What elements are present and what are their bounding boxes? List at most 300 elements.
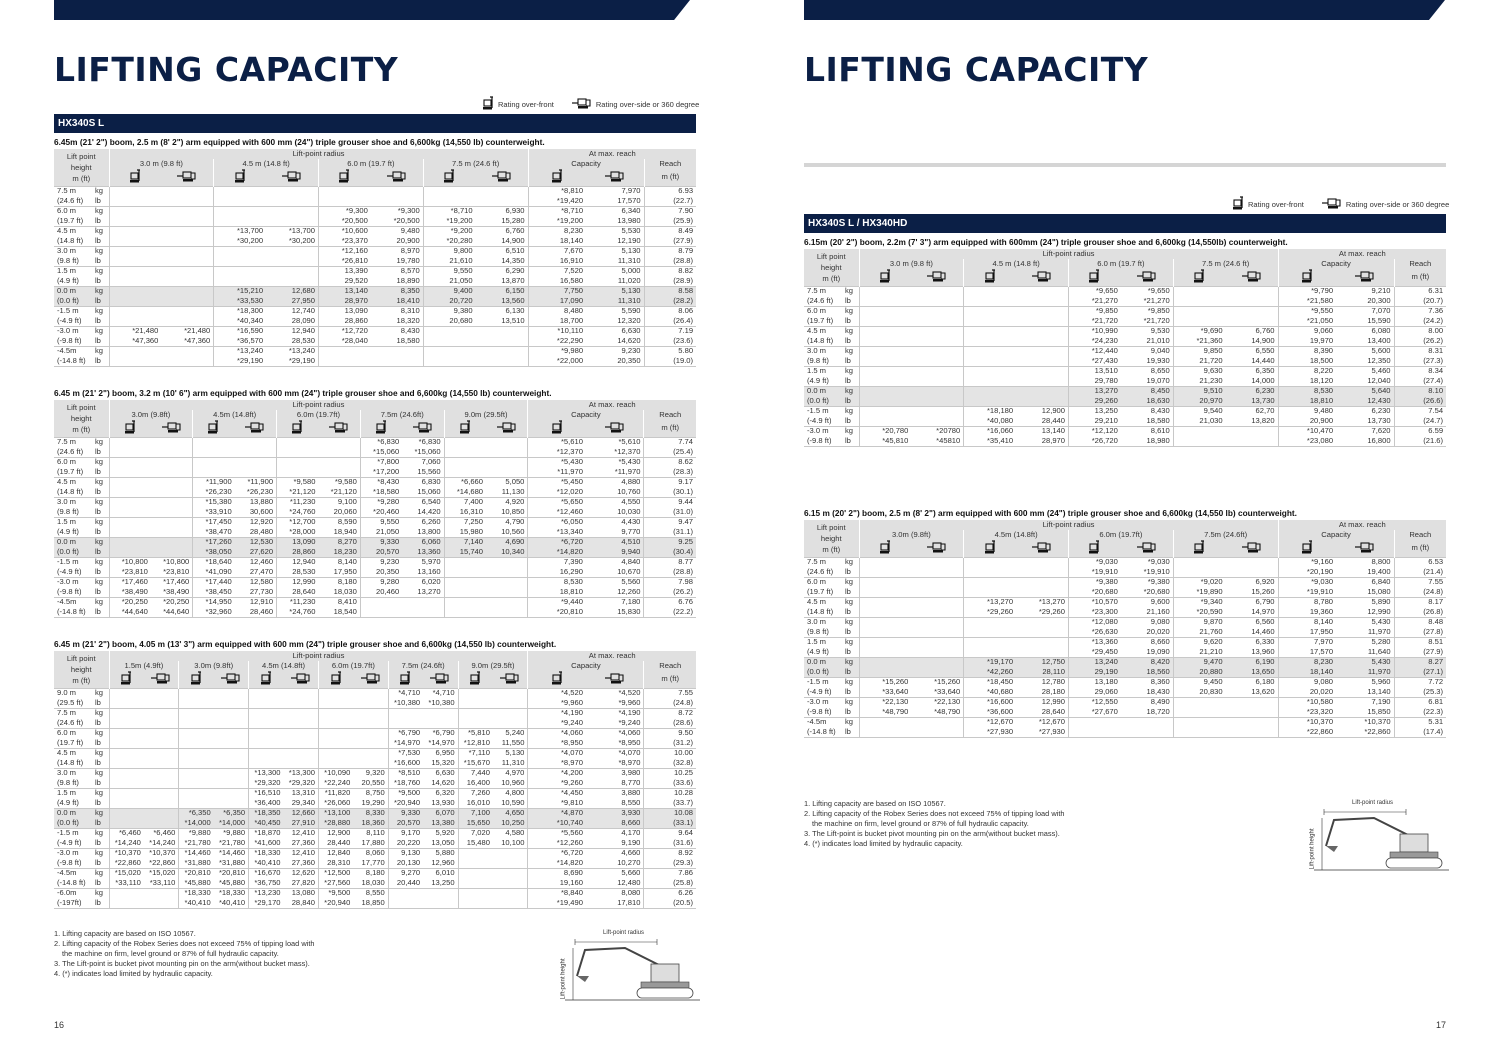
max-reach-capacity-cell: 10,670: [617, 567, 641, 576]
table-row: [804, 346, 1446, 356]
max-reach-capacity-cell: *12,370: [528, 447, 586, 457]
capacity-value-cell: 18,580: [396, 336, 420, 345]
capacity-value-cell: 28,640: [277, 587, 319, 597]
max-reach-capacity-cell: *8,810: [528, 186, 586, 196]
unit-cell: lb: [842, 436, 859, 446]
max-reach-capacity-cell: 4,840: [586, 557, 644, 567]
capacity-value-cell: [911, 617, 963, 627]
table-row: [54, 256, 696, 266]
max-reach-capacity-cell: 20,900: [1278, 416, 1336, 426]
max-reach-capacity-cell: 7,180: [586, 597, 644, 607]
lift-height-cell: (4.9 ft): [57, 798, 79, 807]
capacity-value-cell: [859, 587, 911, 597]
capacity-value-cell: 17,770: [361, 858, 385, 867]
capacity-value-cell: *20,250: [109, 597, 151, 607]
capacity-value-cell: 20,720: [423, 296, 475, 306]
unit-cell: lb: [95, 196, 101, 205]
capacity-value-cell: *14,240: [109, 838, 144, 848]
capacity-value-cell: *28,040: [319, 336, 371, 346]
capacity-value-cell: *11,230: [277, 597, 319, 607]
note-line: the machine on firm, level ground or 87% of full hydraulic capacity.: [812, 819, 1029, 828]
lift-height-cell: (-197ft): [54, 898, 92, 908]
lift-height-cell: 6.0 m: [54, 206, 92, 216]
reach-value-cell: 8.48: [1394, 617, 1446, 627]
capacity-value-cell: *33,910: [193, 507, 235, 517]
max-reach-capacity-cell: 8,230: [528, 226, 586, 236]
reach-value-cell: (33.1): [644, 818, 696, 828]
reach-value-cell: 5.31: [1394, 717, 1446, 727]
reach-unit-header: m (ft): [644, 420, 696, 437]
reach-value-cell: (21.4): [1394, 567, 1446, 577]
capacity-value-cell: [1226, 306, 1278, 316]
max-reach-capacity-cell: 5,430: [1336, 657, 1394, 667]
capacity-value-cell: 15,280: [501, 216, 525, 225]
max-reach-capacity-cell: 9,480: [1278, 406, 1336, 416]
capacity-value-cell: 7,020: [458, 828, 493, 838]
capacity-value-cell: [249, 688, 284, 698]
capacity-value-cell: [318, 688, 353, 698]
reach-header: Reach: [644, 410, 696, 420]
lifting-table-block: [804, 235, 1446, 447]
reach-value-cell: 9.17: [644, 477, 696, 487]
excavator-front-icon: [985, 269, 996, 285]
lift-height-cell: (14.8 ft): [807, 607, 834, 616]
lift-height-cell: (19.7 ft): [57, 216, 84, 225]
top-banner-right: [804, 0, 1445, 20]
capacity-value-cell: 28,110: [1016, 667, 1068, 677]
capacity-value-cell: *21,720: [1143, 316, 1170, 325]
reach-value-cell: 8.92: [644, 848, 696, 858]
table-row: [54, 788, 696, 798]
max-reach-capacity-cell: *14,820: [528, 547, 586, 557]
lift-point-height-header: [54, 149, 109, 186]
capacity-value-cell: [179, 788, 214, 798]
excavator-side-icon: [387, 170, 407, 184]
capacity-value-cell: *20,940: [388, 798, 423, 808]
unit-cell: kg: [92, 306, 109, 316]
capacity-value-cell: 28,480: [249, 527, 274, 536]
capacity-value-cell: 12,660: [284, 808, 319, 818]
capacity-value-cell: 10,100: [501, 838, 525, 847]
capacity-value-cell: *9,650: [1069, 286, 1121, 296]
capacity-value-cell: [235, 447, 277, 457]
capacity-value-cell: 18,720: [1146, 707, 1170, 716]
max-reach-capacity-cell: 9,060: [1278, 326, 1336, 336]
excavator-front-icon: [880, 269, 891, 285]
max-reach-capacity-cell: 12,260: [617, 587, 641, 596]
max-reach-capacity-cell: *12,370: [614, 447, 641, 456]
capacity-value-cell: 20,570: [360, 547, 402, 557]
capacity-value-cell: [318, 718, 353, 728]
capacity-value-cell: 8,610: [1121, 426, 1173, 436]
capacity-value-cell: *27,930: [1016, 727, 1068, 737]
max-reach-capacity-cell: *4,190: [528, 708, 586, 718]
capacity-value-cell: *22,860: [149, 858, 176, 867]
max-reach-capacity-cell: *9,260: [528, 778, 586, 788]
capacity-value-cell: 12,920: [235, 517, 277, 527]
reach-value-cell: (31.1): [644, 527, 696, 537]
max-reach-capacity-cell: *9,550: [1278, 306, 1336, 316]
capacity-value-cell: *26,630: [1069, 627, 1121, 637]
capacity-value-cell: 12,940: [266, 326, 318, 336]
capacity-value-cell: [486, 587, 528, 597]
table-row: [804, 607, 1446, 617]
icon-cell: [1278, 269, 1336, 286]
max-reach-header: At max. reach: [528, 400, 696, 410]
capacity-value-cell: [319, 356, 371, 366]
capacity-value-cell: *33,110: [149, 878, 176, 887]
capacity-value-cell: 28,440: [318, 838, 353, 848]
excavator-diagram-right: [1309, 800, 1449, 875]
capacity-value-cell: *18,350: [249, 808, 284, 818]
capacity-value-cell: *9,650: [1121, 286, 1173, 296]
lift-point-height-label: height: [70, 413, 92, 423]
reach-value-cell: 7.54: [1394, 406, 1446, 416]
capacity-value-cell: [1016, 587, 1068, 597]
max-reach-capacity-cell: 5,890: [1336, 597, 1394, 607]
table-row: [804, 286, 1446, 296]
lift-height-cell: (24.6 ft): [57, 196, 84, 205]
table-row: [54, 286, 696, 296]
capacity-value-cell: *10,090: [318, 768, 353, 778]
capacity-value-cell: *14,000: [214, 818, 249, 828]
icon-cell: [486, 420, 528, 437]
capacity-value-cell: 13,140: [319, 286, 371, 296]
lift-point-height-header: [54, 400, 109, 437]
unit-cell: kg: [92, 788, 109, 798]
lift-height-cell: (14.8 ft): [807, 336, 834, 345]
capacity-value-cell: *12,120: [1069, 426, 1121, 436]
capacity-value-cell: [109, 477, 151, 487]
lift-height-cell: -4.5m: [54, 346, 92, 356]
capacity-value-cell: *21,780: [218, 838, 246, 847]
unit-cell: lb: [845, 567, 851, 576]
capacity-value-cell: 29,520: [319, 276, 371, 286]
capacity-value-cell: 8,970: [371, 246, 423, 256]
capacity-value-cell: *45,880: [179, 878, 214, 888]
capacity-value-cell: 18,030: [361, 878, 385, 887]
max-reach-capacity-cell: 8,390: [1278, 346, 1336, 356]
lift-height-cell: 4.5 m: [54, 748, 92, 758]
capacity-value-cell: [1173, 286, 1225, 296]
lift-point-height-label: m (ft): [72, 173, 91, 183]
icon-cell: [1121, 269, 1173, 286]
capacity-value-cell: *9,850: [1069, 306, 1121, 316]
max-reach-capacity-cell: *10,110: [528, 326, 586, 336]
table-row: [54, 758, 696, 768]
capacity-value-cell: *17,200: [360, 467, 402, 477]
capacity-value-cell: [193, 467, 235, 477]
capacity-value-cell: *36,570: [214, 336, 266, 346]
max-reach-capacity-cell: *10,370: [1278, 717, 1336, 727]
capacity-value-cell: [109, 527, 151, 537]
capacity-value-cell: [388, 708, 423, 718]
capacity-value-cell: [214, 206, 266, 216]
capacity-value-cell: [109, 888, 144, 898]
max-reach-capacity-cell: 12,480: [617, 878, 641, 887]
radius-header: 3.0 m (9.8 ft): [859, 259, 964, 269]
max-reach-capacity-cell: *6,050: [528, 517, 586, 527]
unit-cell: kg: [92, 868, 109, 878]
capacity-value-cell: [859, 557, 911, 567]
capacity-value-cell: 9,480: [371, 226, 423, 236]
lift-height-cell: (24.6 ft): [807, 296, 834, 305]
capacity-value-cell: [911, 567, 963, 577]
table-row: [804, 597, 1446, 607]
capacity-value-cell: [458, 708, 493, 718]
capacity-value-cell: [109, 547, 151, 557]
capacity-value-cell: [444, 587, 486, 597]
capacity-value-cell: [493, 858, 528, 868]
capacity-value-cell: [1226, 286, 1278, 296]
unit-cell: lb: [845, 416, 851, 425]
capacity-value-cell: 13,510: [501, 316, 525, 325]
max-reach-capacity-cell: 11,640: [1367, 647, 1391, 656]
capacity-value-cell: 12,990: [1016, 697, 1068, 707]
capacity-value-cell: [151, 467, 193, 477]
reach-value-cell: (28.2): [644, 296, 696, 306]
capacity-value-cell: *29,450: [1069, 647, 1121, 657]
capacity-value-cell: *30,200: [214, 236, 266, 246]
capacity-value-cell: [859, 657, 911, 667]
capacity-value-cell: *13,240: [214, 346, 266, 356]
lift-height-cell: (0.0 ft): [54, 818, 92, 828]
lift-height-cell: 3.0 m: [54, 497, 92, 507]
capacity-value-cell: [319, 186, 371, 196]
lift-height-cell: (4.9 ft): [807, 376, 829, 385]
capacity-value-cell: [161, 346, 213, 356]
max-reach-capacity-cell: 18,810: [1278, 396, 1336, 406]
capacity-value-cell: *9,280: [360, 497, 402, 507]
max-reach-capacity-cell: *10,370: [1336, 717, 1394, 727]
radius-header: 4.5 m (14.8 ft): [964, 259, 1069, 269]
max-reach-capacity-cell: *9,030: [1278, 577, 1336, 587]
capacity-value-cell: *13,270: [964, 597, 1016, 607]
capacity-value-cell: [214, 778, 249, 788]
capacity-value-cell: 13,310: [284, 788, 319, 798]
capacity-value-cell: [486, 567, 528, 577]
capacity-value-cell: [859, 727, 911, 737]
capacity-value-cell: [1121, 717, 1173, 727]
max-reach-capacity-cell: *12,260: [528, 838, 586, 848]
lifting-table-block: [54, 386, 696, 618]
capacity-value-cell: [109, 286, 161, 296]
capacity-value-cell: 18,320: [396, 316, 420, 325]
capacity-value-cell: *20,460: [360, 507, 402, 517]
table-row: [54, 336, 696, 346]
unit-cell: lb: [845, 647, 851, 656]
capacity-value-cell: *18,300: [214, 306, 266, 316]
table-row: [54, 487, 696, 497]
capacity-value-cell: [277, 467, 319, 477]
capacity-value-cell: [109, 537, 151, 547]
capacity-value-cell: [161, 186, 213, 196]
capacity-value-cell: 13,800: [417, 527, 441, 536]
capacity-value-cell: [458, 868, 493, 878]
capacity-value-cell: *31,880: [218, 858, 246, 867]
max-reach-capacity-cell: 7,520: [528, 266, 586, 276]
capacity-value-cell: [109, 748, 144, 758]
reach-value-cell: 6.81: [1394, 697, 1446, 707]
capacity-value-cell: [1016, 326, 1068, 336]
capacity-value-cell: 9,800: [423, 246, 475, 256]
capacity-value-cell: 9,510: [1173, 386, 1225, 396]
capacity-value-cell: [1016, 296, 1068, 306]
max-reach-capacity-cell: 11,970: [1367, 627, 1391, 636]
excavator-front-icon: [985, 540, 996, 556]
capacity-value-cell: [859, 366, 911, 376]
capacity-value-cell: *9,030: [1069, 557, 1121, 567]
capacity-value-cell: [458, 718, 493, 728]
max-reach-capacity-cell: *8,710: [528, 206, 586, 216]
capacity-value-cell: *23,370: [319, 236, 371, 246]
capacity-value-cell: 27,620: [235, 547, 277, 557]
table-row: [54, 527, 696, 537]
lift-height-cell: (4.9 ft): [807, 647, 829, 656]
max-reach-capacity-cell: *22,000: [528, 356, 586, 366]
capacity-value-cell: 13,390: [319, 266, 371, 276]
max-reach-capacity-cell: *5,610: [528, 437, 586, 447]
capacity-value-cell: [249, 728, 284, 738]
capacity-value-cell: 18,540: [318, 607, 360, 617]
capacity-value-cell: *20,780: [859, 426, 911, 436]
capacity-value-cell: 8,420: [1121, 657, 1173, 667]
table-row: [804, 416, 1446, 426]
capacity-header: Capacity: [1278, 259, 1394, 269]
capacity-value-cell: 8,570: [371, 266, 423, 276]
icon-cell: [1278, 540, 1336, 557]
capacity-value-cell: [859, 326, 911, 336]
reach-value-cell: 8.51: [1394, 637, 1446, 647]
excavator-front-icon: [1194, 269, 1205, 285]
capacity-value-cell: 8,180: [353, 868, 388, 878]
table-row: [54, 597, 696, 607]
max-reach-capacity-cell: *6,720: [528, 848, 586, 858]
capacity-header: Capacity: [528, 410, 644, 420]
capacity-value-cell: [458, 858, 493, 868]
unit-cell: lb: [95, 236, 101, 245]
capacity-value-cell: [911, 577, 963, 587]
capacity-value-cell: [911, 587, 963, 597]
capacity-value-cell: 13,090: [319, 306, 371, 316]
capacity-value-cell: *11,900: [193, 477, 235, 487]
capacity-value-cell: 12,940: [277, 557, 319, 567]
capacity-value-cell: 28,530: [277, 567, 319, 577]
capacity-value-cell: 28,090: [291, 316, 315, 325]
icon-cell: [214, 671, 249, 688]
reach-value-cell: 8.00: [1394, 326, 1446, 336]
capacity-value-cell: 6,510: [476, 246, 528, 256]
capacity-value-cell: 12,740: [266, 306, 318, 316]
capacity-value-cell: 12,410: [284, 848, 319, 858]
capacity-value-cell: *12,670: [1016, 717, 1068, 727]
capacity-value-cell: [476, 326, 528, 336]
capacity-value-cell: [179, 758, 214, 768]
capacity-value-cell: [109, 196, 161, 206]
capacity-value-cell: [964, 577, 1016, 587]
excavator-side-icon: [1032, 541, 1052, 555]
max-reach-capacity-cell: 8,230: [1278, 657, 1336, 667]
capacity-value-cell: 8,270: [318, 537, 360, 547]
capacity-value-cell: 13,820: [1251, 416, 1275, 425]
capacity-value-cell: [318, 437, 360, 447]
capacity-value-cell: [360, 597, 402, 607]
capacity-value-cell: *26,230: [193, 487, 235, 497]
capacity-value-cell: [1173, 717, 1225, 727]
excavator-side-icon: [177, 170, 197, 184]
capacity-value-cell: *13,300: [249, 768, 284, 778]
reach-value-cell: (17.4): [1394, 727, 1446, 737]
capacity-value-cell: *15,020: [144, 868, 179, 878]
max-reach-capacity-cell: 8,220: [1278, 366, 1336, 376]
unit-cell: lb: [845, 687, 851, 696]
max-reach-capacity-cell: 4,880: [586, 477, 644, 487]
capacity-value-cell: [144, 788, 179, 798]
max-reach-capacity-cell: 6,340: [586, 206, 644, 216]
capacity-value-cell: [109, 306, 161, 316]
lift-height-cell: (-14.8 ft): [57, 878, 86, 887]
capacity-value-cell: [319, 346, 371, 356]
lift-height-cell: -3.0 m: [54, 326, 92, 336]
capacity-value-cell: [214, 748, 249, 758]
capacity-value-cell: *38,490: [109, 587, 151, 597]
excavator-side-icon: [1137, 541, 1157, 555]
table-row: [54, 236, 696, 246]
capacity-value-cell: *45810: [911, 436, 963, 446]
capacity-value-cell: [214, 788, 249, 798]
capacity-value-cell: [109, 758, 144, 768]
capacity-value-cell: [284, 718, 319, 728]
reach-value-cell: (26.4): [644, 316, 696, 326]
lift-height-cell: (24.6 ft): [57, 718, 84, 727]
capacity-value-cell: [151, 437, 193, 447]
capacity-value-cell: [249, 698, 284, 708]
capacity-value-cell: *22,130: [911, 697, 963, 707]
capacity-value-cell: [486, 607, 528, 617]
capacity-value-cell: [266, 206, 318, 216]
capacity-value-cell: 12,410: [284, 828, 319, 838]
lift-point-radius-header: Lift-point radius: [859, 249, 1278, 259]
table-row: [54, 718, 696, 728]
excavator-diagram-left: [560, 930, 700, 1005]
reach-value-cell: (33.6): [644, 778, 696, 788]
lift-height-cell: (19.7 ft): [807, 316, 834, 325]
capacity-value-cell: 18,630: [1121, 396, 1173, 406]
capacity-value-cell: *6,460: [109, 828, 144, 838]
capacity-value-cell: [964, 346, 1016, 356]
capacity-value-cell: [109, 236, 161, 246]
capacity-value-cell: *28,000: [277, 527, 319, 537]
max-reach-capacity-cell: *21,580: [1278, 296, 1336, 306]
unit-cell: kg: [842, 366, 859, 376]
icon-cell: [161, 169, 213, 186]
legend-side-label: Rating over-side or 360 degree: [595, 99, 700, 109]
capacity-value-cell: [444, 447, 486, 457]
capacity-value-cell: [486, 457, 528, 467]
capacity-value-cell: *7,110: [458, 748, 493, 758]
reach-value-cell: 10.28: [644, 788, 696, 798]
reach-value-cell: 8.62: [644, 457, 696, 467]
unit-cell: kg: [842, 426, 859, 436]
capacity-value-cell: 10,340: [486, 547, 528, 557]
lift-height-cell: 7.5 m: [54, 186, 92, 196]
reach-unit-header: m (ft): [1394, 269, 1446, 286]
capacity-value-cell: [1016, 617, 1068, 627]
note-line: 1. Lifting capacity are based on ISO 10567.: [804, 799, 946, 808]
lift-height-cell: (9.8 ft): [807, 627, 829, 636]
lift-height-cell: (-4.9 ft): [807, 416, 832, 425]
table-row: [54, 728, 696, 738]
